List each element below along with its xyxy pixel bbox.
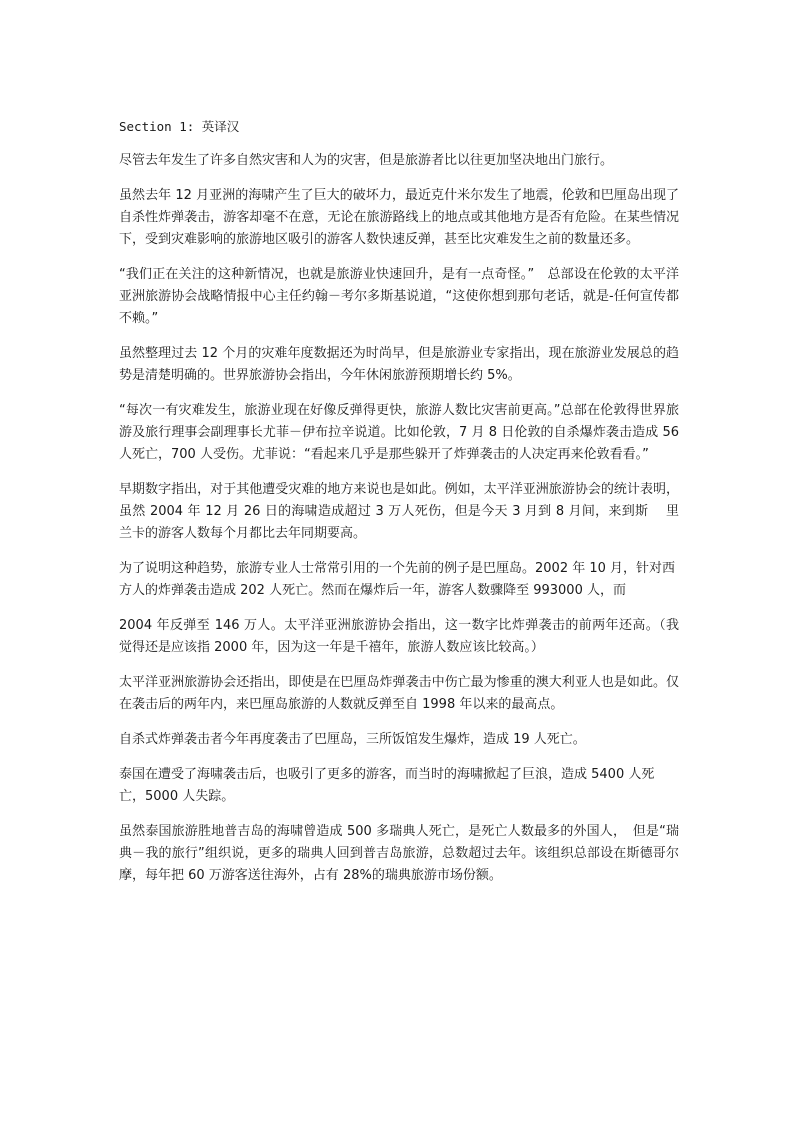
paragraph-9: 太平洋亚洲旅游协会还指出，即使是在巴厘岛炸弹袭击中伤亡最为惨重的澳大利亚人也是如此。仅在袭击后的两年内，来巴厘岛旅游的人数就反弹至自 1998 年以来的最高点。 bbox=[119, 675, 679, 712]
document-page bbox=[119, 116, 697, 900]
section-heading: Section 1: 英译汉 bbox=[119, 119, 240, 134]
paragraph-5: “每次一有灾难发生，旅游业现在好像反弹得更快，旅游人数比灾害前更高。”总部在伦敦得世界旅游及旅行理事会副理事长尤菲－伊布拉辛说道。比如伦敦，7 月 8 日伦敦的自杀爆炸袭击造成 56 人死亡，700 人受伤。尤菲说：“看起来几乎是那些躲开了炸弹袭击的人决定再来伦敦看看。” bbox=[119, 403, 679, 462]
paragraph-6: 早期数字指出，对于其他遭受灾难的地方来说也是如此。例如，太平洋亚洲旅游协会的统计表明，虽然 2004 年 12 月 26 日的海啸造成超过 3 万人死伤，但是今天 3 月到 8 月间，来到斯 里兰卡的游客人数每个月都比去年同期要高。 bbox=[119, 482, 679, 541]
paragraph-12: 虽然泰国旅游胜地普吉岛的海啸曾造成 500 多瑞典人死亡，是死亡人数最多的外国人， 但是“瑞典－我的旅行”组织说，更多的瑞典人回到普吉岛旅游，总数超过去年。该组织总部设在斯德哥尔摩，每年把 60 万游客送往海外，占有 28%的瑞典旅游市场份额。 bbox=[119, 824, 679, 883]
paragraph-2: 虽然去年 12 月亚洲的海啸产生了巨大的破坏力，最近克什米尔发生了地震，伦敦和巴厘岛出现了自杀性炸弹袭击，游客却毫不在意，无论在旅游路线上的地点或其他地方是否有危险。在某些情况下，受到灾难影响的旅游地区吸引的游客人数快速反弹，甚至比灾难发生之前的数量还多。 bbox=[119, 188, 679, 247]
paragraph-10: 自杀式炸弹袭击者今年再度袭击了巴厘岛，三所饭馆发生爆炸，造成 19 人死亡。 bbox=[119, 732, 586, 747]
paragraph-8: 2004 年反弹至 146 万人。太平洋亚洲旅游协会指出，这一数字比炸弹袭击的前两年还高。（我 觉得还是应该指 2000 年，因为这一年是千禧年，旅游人数应该比较高。） bbox=[119, 618, 697, 655]
paragraph-4: 虽然整理过去 12 个月的灾难年度数据还为时尚早，但是旅游业专家指出，现在旅游业发展总的趋势是清楚明确的。世界旅游协会指出，今年休闲旅游预期增长约 5%。 bbox=[119, 346, 679, 383]
paragraph-11: 泰国在遭受了海啸袭击后，也吸引了更多的游客，而当时的海啸掀起了巨浪，造成 5400 人死亡，5000 人失踪。 bbox=[119, 767, 655, 804]
paragraph-1: 尽管去年发生了许多自然灾害和人为的灾害，但是旅游者比以往更加坚决地出门旅行。 bbox=[119, 153, 614, 168]
paragraph-3: “我们正在关注的这种新情况，也就是旅游业快速回升，是有一点奇怪。” 总部设在伦敦的太平洋亚洲旅游协会战略情报中心主任约翰－考尔多斯基说道，“这使你想到那句老话，就是-任何宣传都不赖。” bbox=[119, 267, 679, 326]
paragraph-7: 为了说明这种趋势，旅游专业人士常常引用的一个先前的例子是巴厘岛。2002 年 10 月，针对西方人的炸弹袭击造成 202 人死亡。然而在爆炸后一年，游客人数骤降至 993000 人，而 bbox=[119, 561, 676, 598]
